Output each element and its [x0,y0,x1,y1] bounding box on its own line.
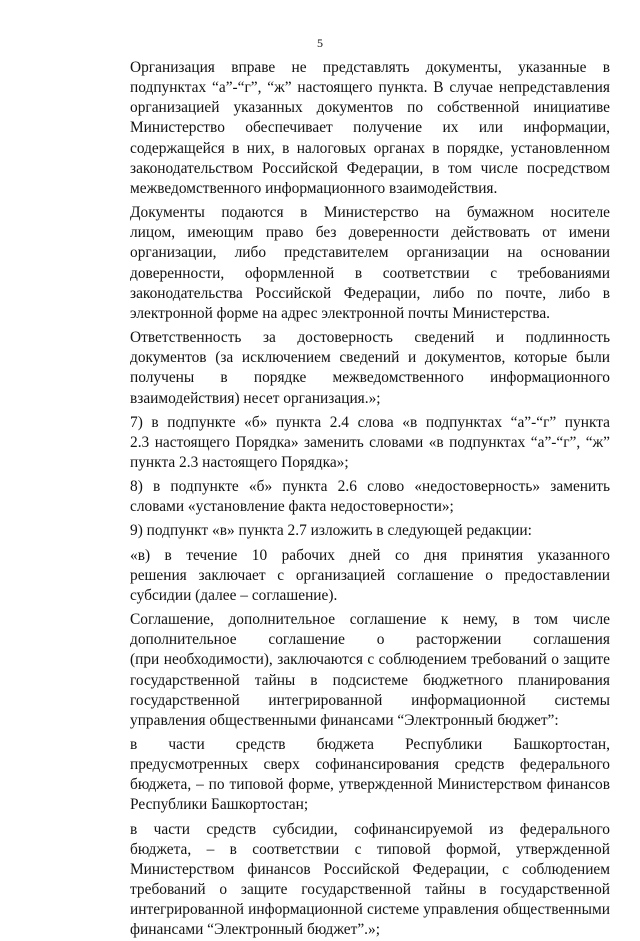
text-line: субсидии (далее – соглашение). [130,586,338,604]
paragraph [88,58,610,199]
text-line: электронной форме на адрес электронной почты Министерства. [130,304,551,322]
text-line: управления общественными финансами “Электронный бюджет”: [130,711,559,729]
text-line: 8) в подпункте «б» пункта 2.6 слово «недостоверность» заменить [130,478,610,496]
text-line: государственной интегрированной информационной системы [130,691,610,709]
text-line: Ответственность за достоверность сведений и подлинность [130,329,610,347]
paragraph [88,328,610,409]
text-line: Соглашение, дополнительное соглашение к нему, в том числе [130,611,610,629]
text-line: государственной тайны в подсистеме бюджетного планирования [130,671,610,689]
text-line: Организация вправе не представлять документы, указанные в [130,59,610,76]
page-number: 5 [317,36,323,50]
text-line: содержащейся в них, в налоговых органах в порядке, установленном [130,139,610,157]
text-line: «в) в течение 10 рабочих дней со дня принятия указанного [130,546,610,564]
paragraph [88,546,610,606]
paragraph [88,521,610,541]
text-line: законодательством Российской Федерации, в том числе посредством [130,159,610,177]
text-line: финансами “Электронный бюджет”.»; [130,921,380,939]
text-line: Министерством финансов Российской Федерации, с соблюдением [130,860,610,878]
text-line: требований о защите государственной тайны в государственной [130,881,610,899]
text-line: межведомственного информационного взаимодействия. [130,179,498,197]
text-line: предусмотренных сверх софинансирования средств федерального [130,756,610,774]
text-line: получены в порядке межведомственного информационного [130,369,610,387]
text-line: интегрированной информационной системе управления общественными [130,901,610,919]
paragraph [88,203,610,324]
text-line: Министерство обеспечивает получение их или информации, [130,119,610,137]
document-body [88,58,610,941]
paragraph [88,610,610,731]
text-line: пункта 2.3 настоящего Порядка»; [130,453,349,471]
paragraph [88,413,610,473]
text-line: лицом, имеющим право без доверенности действовать от имени [130,224,610,242]
paragraph [88,820,610,941]
text-line: организации, либо представителем организации на основании [130,244,610,262]
text-line: Документы подаются в Министерство на бумажном носителе [130,204,610,222]
text-line: законодательства Российской Федерации, либо по почте, либо в [130,284,610,302]
paragraph [88,735,610,816]
text-line: 9) подпункт «в» пункта 2.7 изложить в следующей редакции: [130,522,532,540]
text-line: взаимодействия) несет организация.»; [130,389,381,407]
text-line: 7) в подпункте «б» пункта 2.4 слова «в подпунктах “а”-“г” пункта [130,413,610,431]
text-line: доверенности, оформленной в соответствии с требованиями [130,264,610,282]
text-line: словами «установление факта недостоверности»; [130,498,454,516]
text-line: организацией указанных документов по собственной инициативе [130,99,610,117]
text-line: подпунктах “а”-“г”, “ж” настоящего пункта. В случае непредставления [130,79,610,97]
text-line: 2.3 настоящего Порядка» заменить словами «в подпунктах “а”-“г”, “ж” [130,433,610,451]
text-line: документов (за исключением сведений и документов, которые были [130,349,610,367]
text-line: дополнительное соглашение о расторжении соглашения [130,631,610,649]
text-line: в части средств бюджета Республики Башкортостан, [130,736,610,753]
text-line: бюджета, – по типовой форме, утвержденной Министерством финансов [130,776,610,794]
text-line: Республики Башкортостан; [130,796,309,814]
text-line: в части средств субсидии, софинансируемой из федерального [130,820,610,838]
text-line: бюджета, – в соответствии с типовой формой, утвержденной [130,840,610,858]
paragraph [88,477,610,517]
text-line: (при необходимости), заключаются с соблюдением требований о защите [130,651,610,669]
text-line: решения заключает с организацией соглашение о предоставлении [130,566,610,584]
